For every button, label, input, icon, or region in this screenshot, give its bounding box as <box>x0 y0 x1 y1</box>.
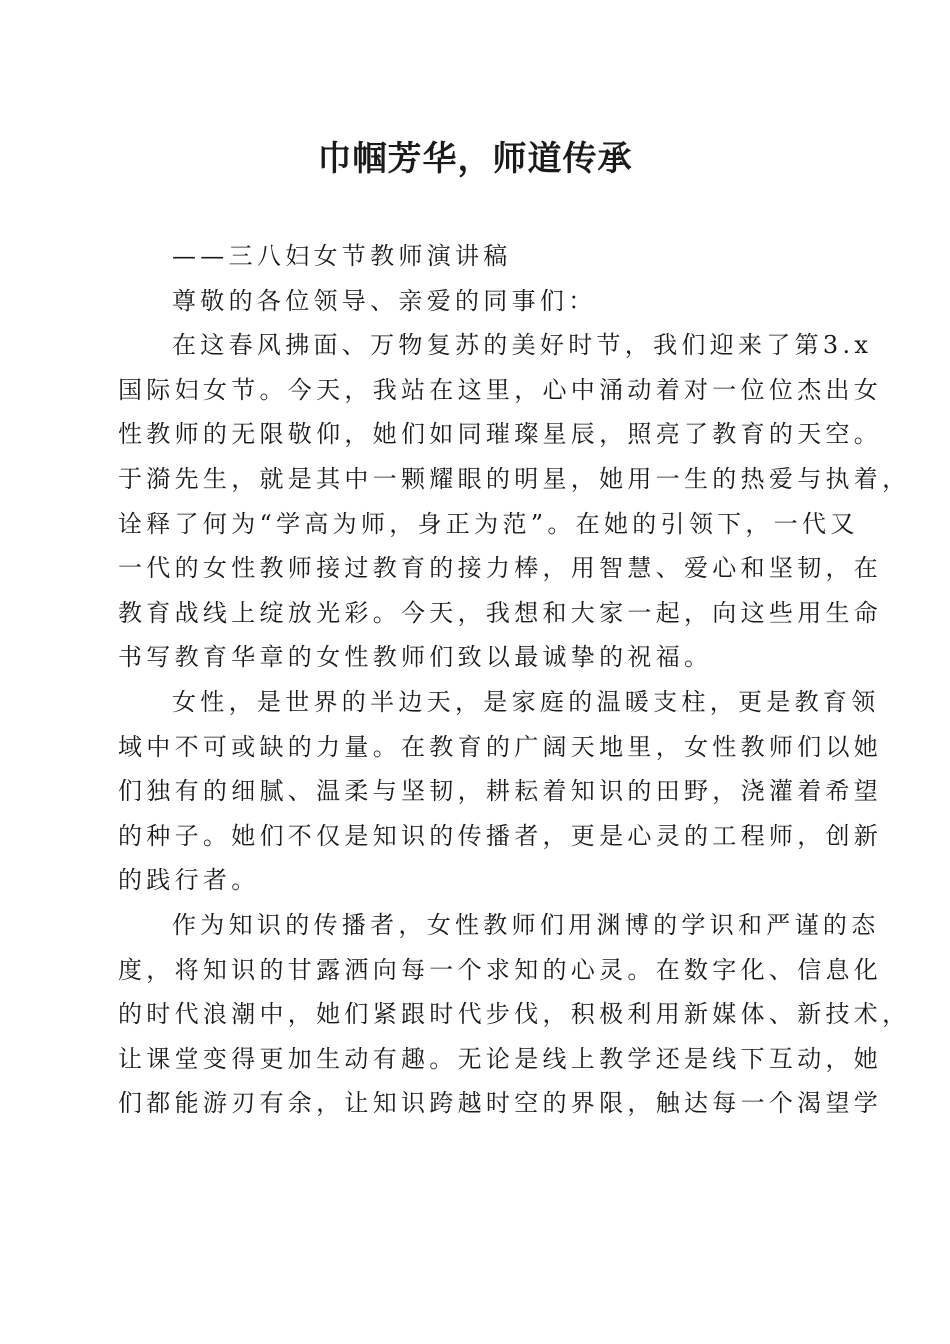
paragraph-3 <box>118 903 911 1126</box>
paragraph-line: 域中不可或缺的力量。在教育的广阔天地里，女性教师们以她 <box>118 732 883 761</box>
paragraph-1 <box>118 323 911 680</box>
greeting: 尊敬的各位领导、亲爱的同事们： <box>172 286 597 315</box>
paragraph-line: 们都能游刃有余，让知识跨越时空的界限，触达每一个渴望学 <box>118 1089 883 1118</box>
paragraph-line: 的践行者。 <box>118 866 260 895</box>
paragraph-line: 度，将知识的甘露洒向每一个求知的心灵。在数字化、信息化 <box>118 955 883 984</box>
paragraph-line: 性教师的无限敬仰，她们如同璀璨星辰，照亮了教育的天空。 <box>118 420 883 449</box>
paragraph-line: 的种子。她们不仅是知识的传播者，更是心灵的工程师，创新 <box>118 821 883 850</box>
document-body <box>118 234 911 1126</box>
paragraph-line: 女性，是世界的半边天，是家庭的温暖支柱，更是教育领 <box>172 687 880 716</box>
paragraph-line: 国际妇女节。今天，我站在这里，心中涌动着对一位位杰出女 <box>118 375 883 404</box>
paragraph-line: 们独有的细腻、温柔与坚韧，耕耘着知识的田野，浇灌着希望 <box>118 777 883 806</box>
paragraph-line: 书写教育华章的女性教师们致以最诚挚的祝福。 <box>118 643 713 672</box>
paragraph-line: 让课堂变得更加生动有趣。无论是线上教学还是线下互动，她 <box>118 1044 883 1073</box>
paragraph-line: 教育战线上绽放光彩。今天，我想和大家一起，向这些用生命 <box>118 598 883 627</box>
paragraph-line: 的时代浪潮中，她们紧跟时代步伐，积极利用新媒体、新技术， <box>118 1000 911 1029</box>
document-title: 巾帼芳华，师道传承 <box>317 139 633 179</box>
paragraph-line: 于漪先生，就是其中一颗耀眼的明星，她用一生的热爱与执着， <box>118 464 911 493</box>
paragraph-2 <box>118 680 883 903</box>
paragraph-line: 诠释了何为“学高为师，身正为范”。在她的引领下，一代又 <box>118 509 859 538</box>
paragraph-line: 在这春风拂面、万物复苏的美好时节，我们迎来了第3.x <box>172 331 873 360</box>
paragraph-line: 一代的女性教师接过教育的接力棒，用智慧、爱心和坚韧，在 <box>118 554 883 583</box>
paragraph-line: 作为知识的传播者，女性教师们用渊博的学识和严谨的态 <box>172 910 880 939</box>
subtitle: ——三八妇女节教师演讲稿 <box>172 242 512 270</box>
